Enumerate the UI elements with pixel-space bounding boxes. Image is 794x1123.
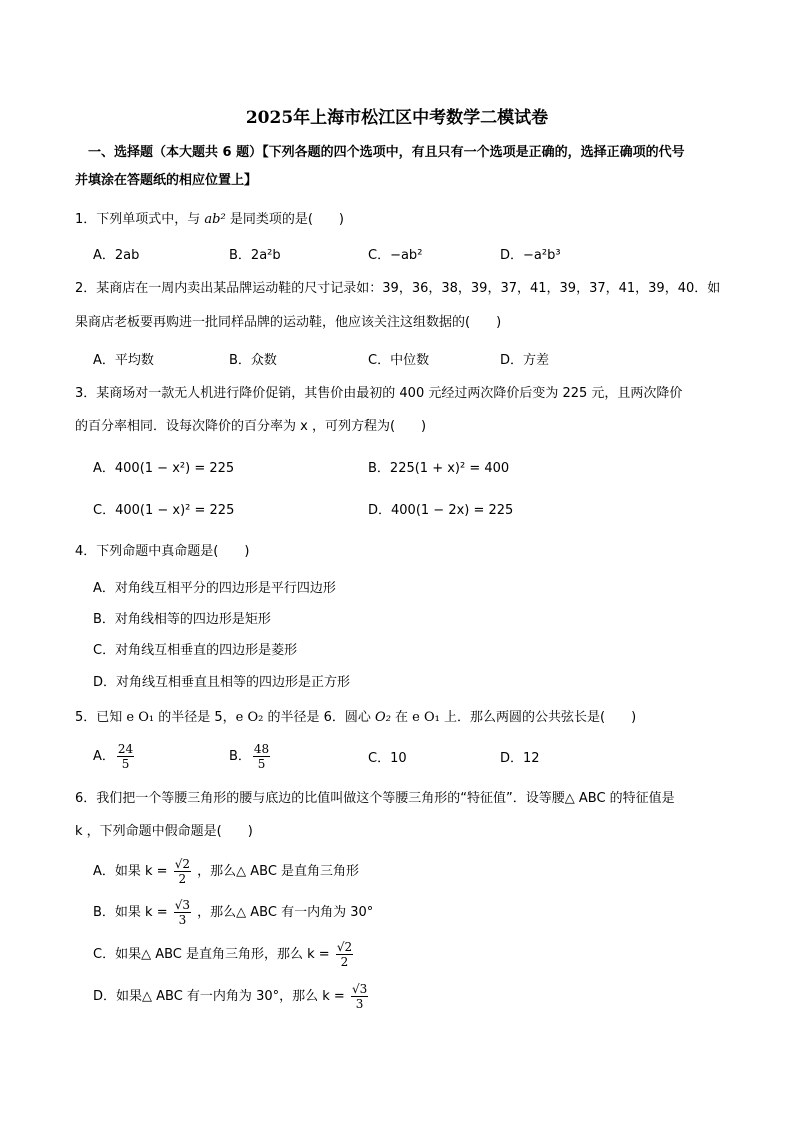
question-3-stem-line-1: 3．某商场对一款无人机进行降价促销，其售价由最初的 400 元经过两次降价后变为 225 元，且两次降价 [75, 386, 683, 401]
circle-o1-symbol: e O₁ [126, 710, 155, 725]
fraction [253, 742, 270, 771]
circle-o1-symbol-2: e O₁ [412, 710, 440, 725]
question-5-text-a: 5．已知 [75, 710, 127, 725]
fraction-denominator: 5 [257, 757, 266, 771]
question-3-option-c: C．400(1 − x)² = 225 [93, 503, 235, 518]
option-label: B． [229, 749, 251, 764]
exam-title: 2025年上海市松江区中考数学二模试卷 [245, 108, 549, 128]
question-2-option-b: B．众数 [229, 353, 277, 368]
option-text-a: D．如果△ ABC 有一内角为 30°，那么 k = [93, 989, 349, 1004]
question-5-option-b [229, 742, 272, 771]
question-4-option-d: D．对角线互相垂直且相等的四边形是正方形 [93, 675, 351, 690]
fraction-numerator: 24 [117, 742, 134, 756]
fraction-numerator: 48 [253, 742, 270, 756]
center-o2-symbol: O₂ [375, 710, 391, 725]
fraction-numerator: √3 [351, 982, 368, 996]
question-5-option-c: C．10 [368, 751, 407, 766]
question-3-option-b: B．225(1 + x)² = 400 [368, 461, 510, 476]
question-4-option-a: A．对角线互相平分的四边形是平行四边形 [93, 581, 336, 596]
question-3-option-a: A．400(1 − x²) = 225 [93, 461, 235, 476]
question-5-text-e: 上．那么两圆的公共弦长是( ) [439, 710, 637, 725]
fraction-numerator: √2 [336, 940, 353, 954]
question-2-option-d: D．方差 [500, 353, 550, 368]
question-2-option-c: C．中位数 [368, 353, 430, 368]
question-6-option-c [93, 940, 355, 969]
question-5-option-d: D．12 [500, 751, 540, 766]
section-header-line-2: 并填涂在答题纸的相应位置上】 [75, 173, 258, 188]
fraction-denominator: 2 [340, 955, 349, 969]
question-6-stem-line-2: k ，下列命题中假命题是( ) [75, 824, 253, 839]
question-6-option-b [93, 898, 373, 927]
fraction-denominator: 5 [121, 757, 130, 771]
question-1-text-b: 是同类项的是( ) [225, 212, 344, 227]
question-4-option-c: C．对角线互相垂直的四边形是菱形 [93, 643, 298, 658]
option-text-a: B．如果 k = [93, 905, 172, 920]
question-5-text-b: 的半径是 5， [154, 710, 236, 725]
question-6-option-a [93, 857, 359, 886]
fraction [174, 898, 191, 927]
circle-o2-symbol: e O₂ [235, 710, 264, 725]
question-3-option-d: D．400(1 − 2x) = 225 [368, 503, 514, 518]
question-6-stem-line-1: 6．我们把一个等腰三角形的腰与底边的比值叫做这个等腰三角形的“特征值”．设等腰△ ABC 的特征值是 [75, 791, 675, 806]
option-text-a: C．如果△ ABC 是直角三角形，那么 k = [93, 947, 334, 962]
question-1-option-a: A．2ab [93, 248, 140, 263]
option-text-b: ，那么△ ABC 有一内角为 30° [193, 905, 374, 920]
option-label: A． [93, 749, 115, 764]
fraction-denominator: 3 [178, 913, 187, 927]
question-4-stem: 4．下列命题中真命题是( ) [75, 544, 250, 559]
question-5-option-a [93, 742, 136, 771]
fraction [117, 742, 134, 771]
option-text-a: A．如果 k = [93, 864, 172, 879]
question-1-option-c: C．−ab² [368, 248, 423, 263]
question-1-option-d: D．−a²b³ [500, 248, 561, 263]
fraction-denominator: 2 [178, 872, 187, 886]
fraction [336, 940, 353, 969]
fraction [351, 982, 368, 1011]
question-2-option-a: A．平均数 [93, 353, 154, 368]
question-6-option-d [93, 982, 370, 1011]
question-1-stem [75, 211, 344, 229]
fraction-denominator: 3 [355, 997, 364, 1011]
question-1-option-b: B．2a²b [229, 248, 281, 263]
question-5-stem [75, 709, 636, 727]
fraction-numerator: √2 [174, 857, 190, 871]
question-2-stem-line-2: 果商店老板要再购进一批同样品牌的运动鞋，他应该关注这组数据的( ) [75, 315, 502, 330]
question-5-text-d: 在 [390, 710, 413, 725]
section-header-line-1: 一、选择题（本大题共 6 题）【下列各题的四个选项中，有且只有一个选项是正确的，选择正确项的代号 [88, 145, 685, 160]
question-1-term: ab² [204, 212, 226, 227]
fraction-numerator: √3 [174, 898, 191, 912]
question-3-stem-line-2: 的百分率相同．设每次降价的百分率为 x ，可列方程为( ) [75, 419, 427, 434]
question-2-stem-line-1: 2．某商店在一周内卖出某品牌运动鞋的尺寸记录如：39，36，38，39，37，41，39，37，41，39，40．如 [75, 281, 721, 296]
question-5-text-c: 的半径是 6．圆心 [263, 710, 376, 725]
question-4-option-b: B．对角线相等的四边形是矩形 [93, 612, 271, 627]
fraction [174, 857, 191, 886]
option-text-b: ，那么△ ABC 是直角三角形 [193, 864, 360, 879]
question-1-text-a: 1．下列单项式中，与 [75, 212, 205, 227]
